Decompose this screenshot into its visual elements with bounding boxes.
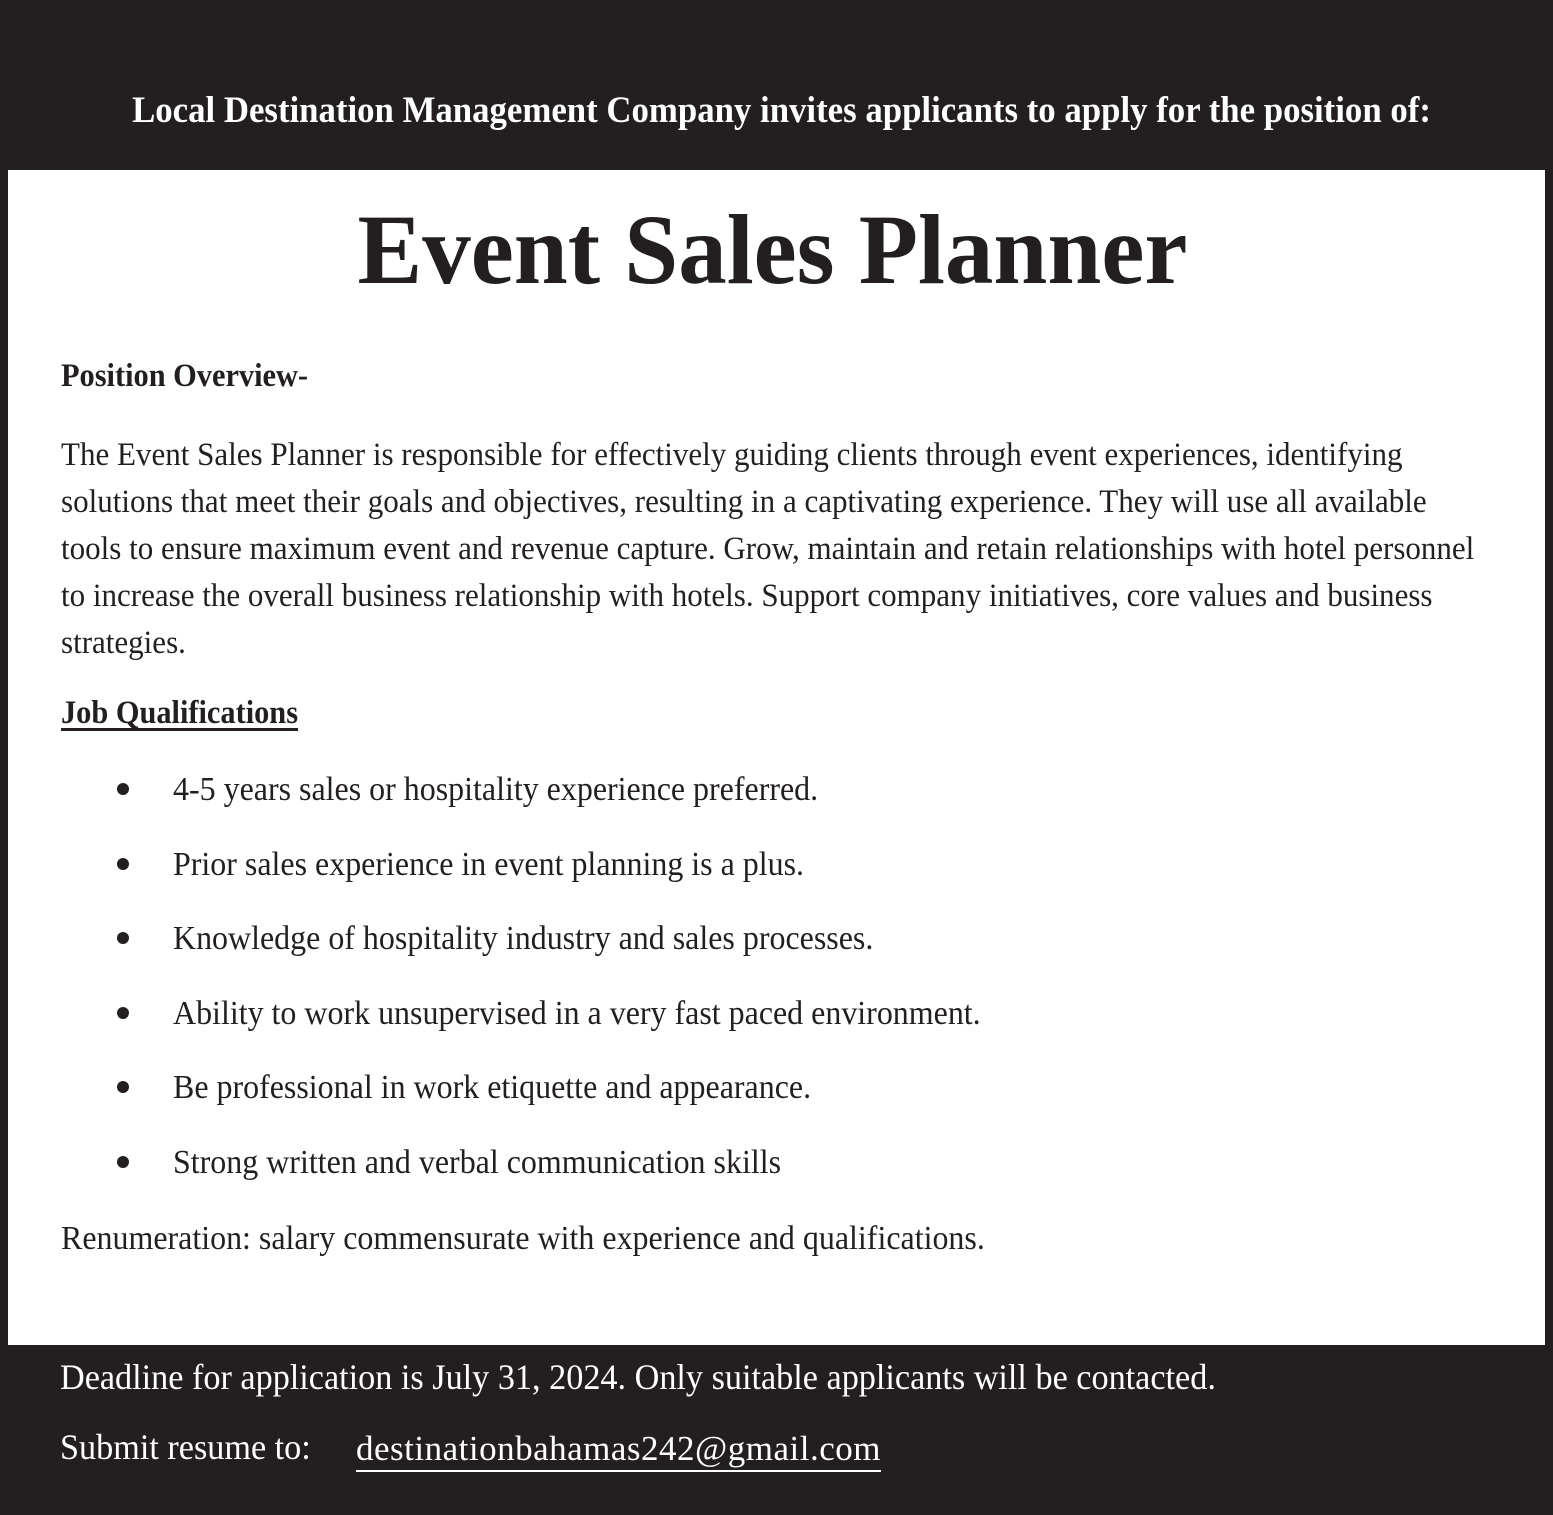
qualification-text: Strong written and verbal communication skills [173, 1143, 782, 1181]
position-overview-heading: Position Overview- [61, 358, 309, 394]
email-link[interactable]: destinationbahamas242@gmail.com [356, 1428, 881, 1472]
submit-resume-label: Submit resume to: [60, 1427, 311, 1467]
qualification-text: Be professional in work etiquette and appearance. [173, 1069, 812, 1106]
submit-resume-row [60, 1426, 324, 1468]
qualification-text: Prior sales experience in event planning is a plus. [173, 845, 805, 883]
qualification-text: Ability to work unsupervised in a very fast paced environment. [173, 994, 981, 1032]
invitation-heading: Local Destination Management Company invites applicants to apply for the position of: [132, 90, 1431, 131]
bullet-icon [117, 1081, 129, 1093]
renumeration-text: Renumeration: salary commensurate with experience and qualifications. [61, 1220, 985, 1257]
qualification-text: Knowledge of hospitality industry and sales processes. [173, 920, 874, 957]
bullet-icon [117, 1156, 129, 1168]
job-qualifications-heading: Job Qualifications [61, 695, 299, 731]
bullet-icon [117, 858, 129, 870]
job-title: Event Sales Planner [357, 194, 1188, 305]
deadline-text: Deadline for application is July 31, 2024. Only suitable applicants will be contacted. [60, 1357, 1216, 1397]
bullet-icon [117, 1007, 129, 1019]
position-overview-text: The Event Sales Planner is responsible for effectively guiding clients through event experiences, identifying solutions that meet their goals and objectives, resulting in a captivating experience. They will use all available tools to ensure maximum event and revenue capture. Grow, maintain and retain relationships with hotel personnel to increase the overall business relationship with hotels. Support company initiatives, core values and business strategies. [61, 437, 1475, 661]
qualification-text: 4-5 years sales or hospitality experience preferred. [173, 771, 819, 808]
bullet-icon [117, 783, 129, 795]
bullet-icon [117, 932, 129, 944]
header-banner [0, 0, 1553, 170]
